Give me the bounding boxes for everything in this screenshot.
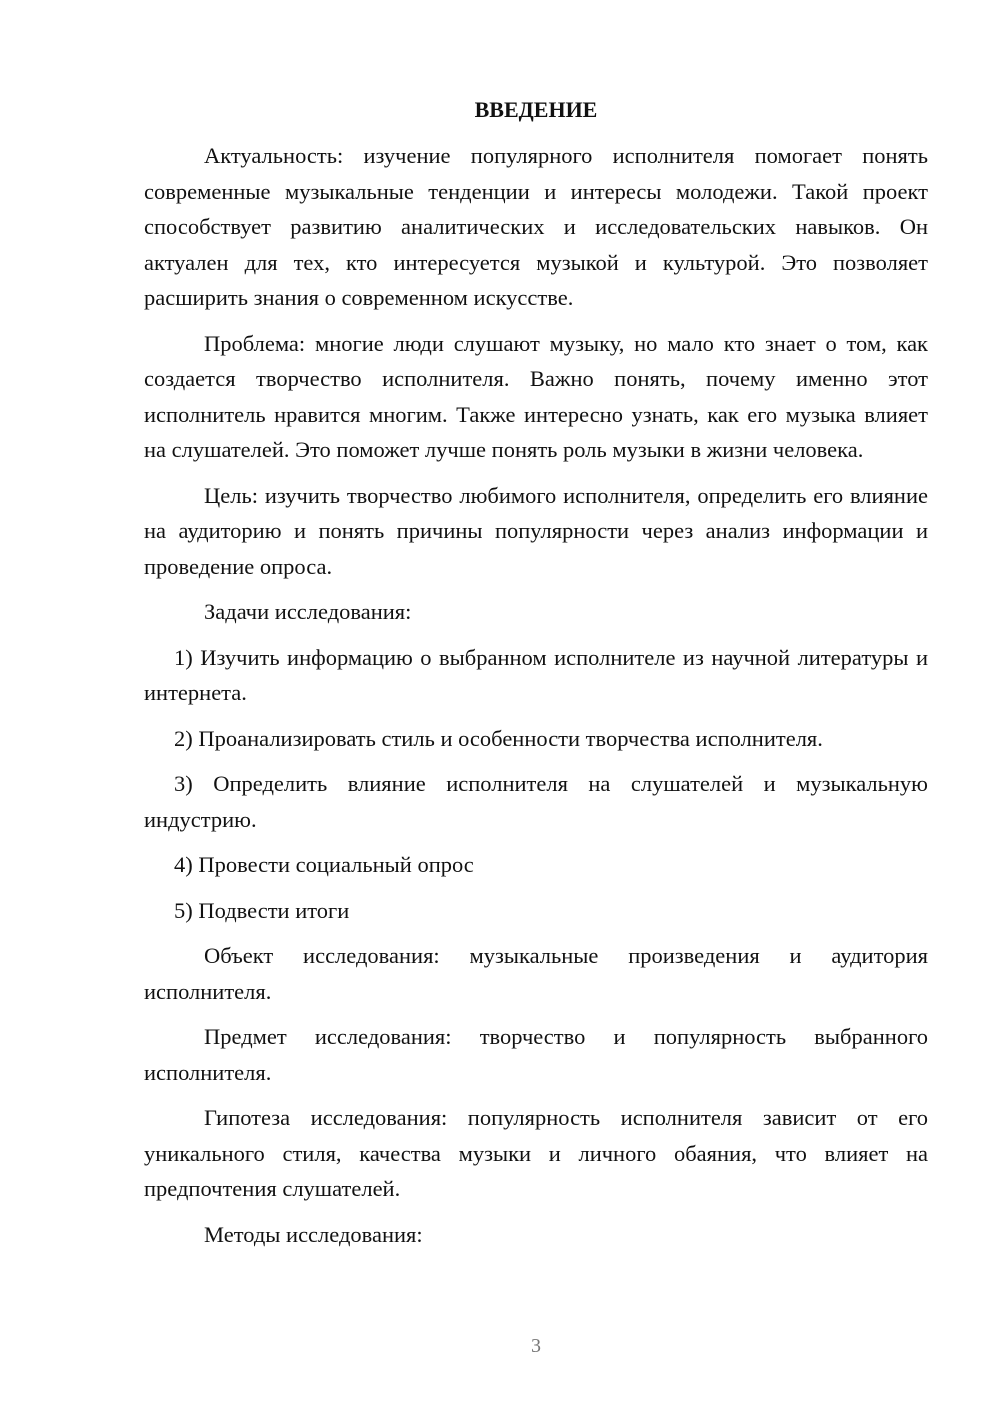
subject-paragraph: Предмет исследования: творчество и популярность выбранного исполнителя.	[144, 1024, 928, 1085]
goal-paragraph: Цель: изучить творчество любимого исполнителя, определить его влияние на аудиторию и понять причины популярности через анализ информации и проведение опроса.	[144, 482, 928, 579]
tasks-list	[144, 640, 928, 929]
document-page	[144, 92, 928, 1252]
relevance-paragraph: Актуальность: изучение популярного исполнителя помогает понять современные музыкальные тенденции и интересы молодежи. Такой проект способствует развитию аналитических и исследовательских навыков. Он актуален для тех, кто интересуется музыкой и культурой. Это позволяет расширить знания о современном искусстве.	[144, 143, 928, 310]
list-item: 5) Подвести итоги	[174, 897, 350, 923]
page-number: 3	[531, 1335, 541, 1357]
problem-paragraph: Проблема: многие люди слушают музыку, но мало кто знает о том, как создается творчество исполнителя. Важно понять, почему именно этот исполнитель нравится многим. Также интересно узнать, как его музыка влияет на слушателей. Это поможет лучше понять роль музыки в жизни человека.	[144, 330, 928, 462]
tasks-heading: Задачи исследования:	[204, 599, 412, 624]
section-title: ВВЕДЕНИЕ	[474, 97, 598, 122]
hypothesis-paragraph: Гипотеза исследования: популярность исполнителя зависит от его уникального стиля, качества музыки и личного обаяния, что влияет на предпочтения слушателей.	[144, 1105, 928, 1201]
list-item: 1) Изучить информацию о выбранном исполнителе из научной литературы и интернета.	[144, 644, 928, 705]
list-item: 4) Провести социальный опрос	[174, 852, 474, 877]
list-item: 2) Проанализировать стиль и особенности творчества исполнителя.	[174, 725, 823, 751]
object-paragraph: Объект исследования: музыкальные произведения и аудитория исполнителя.	[144, 943, 928, 1004]
list-item: 3) Определить влияние исполнителя на слушателей и музыкальную индустрию.	[144, 771, 928, 832]
methods-heading: Методы исследования:	[204, 1221, 423, 1247]
